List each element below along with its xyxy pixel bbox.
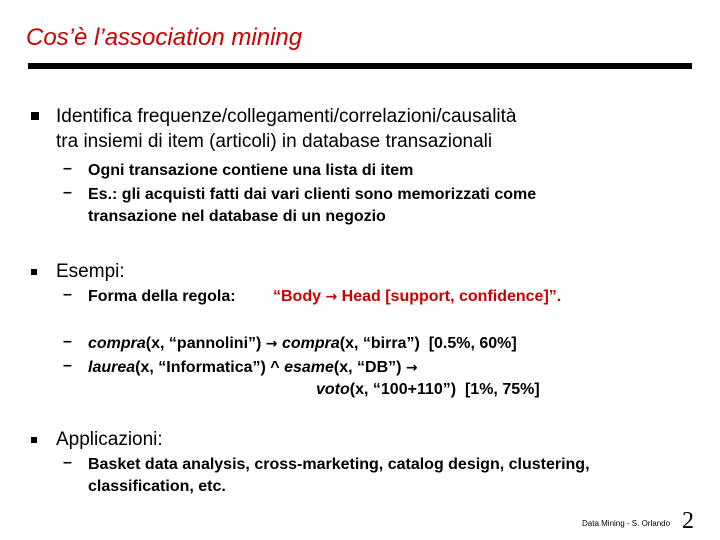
bullet-square — [31, 437, 37, 443]
predicate: esame — [284, 359, 334, 376]
bullet-esempi: Esempi: — [56, 261, 125, 282]
predicate: compra — [281, 335, 340, 352]
predicate-args: (x, “DB”) — [333, 359, 402, 376]
predicate: laurea — [88, 359, 136, 376]
bullet-square — [31, 269, 37, 275]
predicate-args: (x, “pannolini”) — [145, 335, 262, 352]
sub-bullet-line: Basket data analysis, cross-marketing, catalog design, clustering, — [88, 456, 590, 473]
predicate-args: 110”) — [416, 381, 457, 398]
slide-footer: Data Mining - S. Orlando — [582, 519, 671, 528]
bullet-applicazioni: Applicazioni: — [56, 429, 163, 450]
arrow-icon: → — [405, 360, 418, 376]
rule-support-confidence: [support, confidence]”. — [385, 288, 562, 305]
dash-bullet: – — [63, 160, 72, 177]
predicate: voto — [316, 381, 350, 398]
sub-bullet-line: transazione nel database di un negozio — [88, 208, 386, 225]
predicate-args: (x, “Informatica”) ^ — [135, 359, 280, 376]
rule-form-label: Forma della regola: — [88, 288, 236, 305]
plus-sign: + — [407, 381, 417, 398]
example-laurea-line1 — [88, 357, 418, 379]
dash-bullet: – — [63, 357, 72, 374]
bullet-line: Identifica frequenze/collegamenti/correlazioni/causalità — [56, 106, 517, 127]
sub-bullet-line: classification, etc. — [88, 478, 226, 495]
dash-bullet: – — [63, 286, 72, 303]
example-laurea-line2 — [316, 379, 540, 401]
page-number: 2 — [682, 508, 694, 534]
title-divider — [28, 63, 692, 69]
sub-bullet-basket — [88, 454, 590, 498]
sub-bullet-es — [88, 184, 536, 228]
sub-bullet-line: Es.: gli acquisti fatti dai vari clienti sono memorizzati come — [88, 186, 537, 203]
rule-body: “Body — [273, 288, 321, 305]
dash-bullet: – — [63, 333, 72, 350]
predicate-args: (x, “100 — [349, 381, 408, 398]
support-confidence-values: [1%, 75%] — [464, 381, 540, 398]
rule-head: Head — [341, 288, 381, 305]
bullet-identifica-text — [56, 104, 516, 154]
dash-bullet: – — [63, 454, 72, 471]
arrow-icon: → — [265, 336, 278, 352]
bullet-square — [31, 112, 39, 120]
example-compra — [88, 333, 517, 355]
slide-title: Cos’è l’association mining — [26, 24, 303, 51]
predicate: compra — [88, 335, 146, 352]
bullet-line: tra insiemi di item (articoli) in database transazionali — [56, 131, 493, 152]
dash-bullet: – — [63, 184, 72, 201]
support-confidence-values: [0.5%, 60%] — [428, 335, 517, 352]
predicate-args: (x, “birra”) — [339, 335, 420, 352]
rule-form-expression — [273, 286, 561, 308]
sub-bullet-ogni: Ogni transazione contiene una lista di item — [88, 162, 414, 179]
arrow-icon: → — [325, 289, 338, 305]
